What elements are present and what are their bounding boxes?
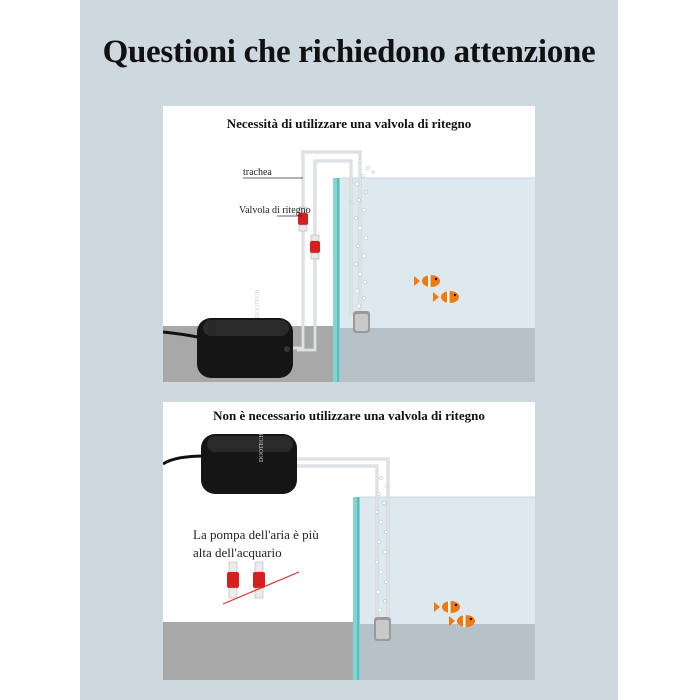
air-stone <box>374 617 391 641</box>
tube-label: trachea <box>243 167 272 178</box>
check-valve <box>310 235 320 259</box>
air-stone <box>353 311 370 333</box>
power-cord <box>163 456 205 464</box>
panel-heading: Non è necessario utilizzare una valvola di ritegno <box>213 408 485 423</box>
valve-label: Valvola di ritegno <box>239 205 311 216</box>
page-title: Questioni che richiedono attenzione <box>102 34 596 70</box>
panel-heading: Necessità di utilizzare una valvola di ritegno <box>226 116 472 131</box>
pump-brand-text: DOOTECH <box>255 289 261 318</box>
panel-without-check-valve <box>163 402 535 680</box>
pump-brand-text: DOOTECH <box>259 433 265 462</box>
check-valve <box>253 562 265 598</box>
check-valve <box>227 562 239 598</box>
illustration-with-check-valve <box>163 106 535 382</box>
aquarium-bottom <box>340 328 535 382</box>
note-line-1: La pompa dell'aria è più <box>193 527 319 542</box>
air-pump <box>201 434 297 494</box>
air-pump <box>197 318 293 378</box>
note-line-2: alta dell'acquario <box>193 545 282 560</box>
panel-with-check-valve <box>163 106 535 382</box>
